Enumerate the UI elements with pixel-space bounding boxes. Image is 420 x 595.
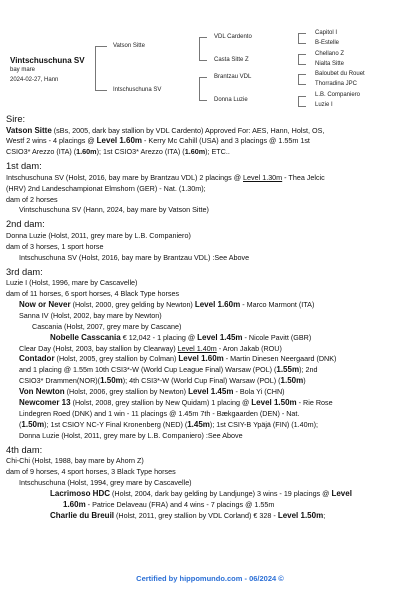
level-badge: Level 1.50m (277, 510, 324, 520)
level-badge: Level 1.60m (178, 354, 224, 364)
dam1-line-2: (HRV) 2nd Landeschampionat Elmshorn (GER) - Nat. (1.30m); (6, 183, 206, 193)
pedigree-ss[interactable]: VDL Cardento (214, 34, 252, 40)
dam3-line-2: dam of 11 horses, 6 sport horses, 4 Black Type horses (6, 288, 180, 298)
pedigree-ddd[interactable]: Luzie I (315, 102, 333, 108)
sire-line-2 (6, 136, 416, 147)
height-bold: 1.50m (280, 376, 304, 386)
horse-name: Vintschuschuna SV (10, 56, 85, 65)
text-span: (Holst, 2005, grey stallion by Colman) (54, 354, 179, 364)
horse-birth-info: 2024-02-27, Hann (10, 77, 59, 83)
pedigree-ds[interactable]: Brantzau VDL (214, 74, 252, 80)
dam4-heading: 4th dam: (6, 444, 43, 455)
pedigree-dds[interactable]: L.B. Companiero (315, 92, 361, 98)
height-bold: 1.55m (276, 365, 300, 375)
dam2-heading: 2nd dam: (6, 219, 45, 230)
bracket-line (298, 74, 306, 75)
text-span: ); 4th CSI3*-W (World Cup Final) Warsaw (POL) ( (122, 376, 281, 386)
newcomer-line-2: Lindegren Roed (DNK) and 1 win - 11 placings @ 1.45m 7th - Bækgaarden (DEN) - Nat. (19, 408, 300, 418)
horse-sex-colour: bay mare (10, 67, 36, 73)
offspring-sanna: Sanna IV (Holst, 2002, bay mare by Newton) (19, 310, 162, 320)
text-span: - Patrice Delaveau (FRA) and 4 wins - 7 placings @ 1.55m (85, 499, 275, 509)
offspring-von-newton (6, 387, 416, 398)
bracket-line (298, 96, 306, 97)
pedigree-ssd[interactable]: B-Estelle (315, 40, 340, 46)
horse-link[interactable]: Contador (19, 354, 55, 364)
sire-line-1 (6, 126, 416, 137)
bracket-line (199, 37, 200, 61)
text-span: ( (19, 419, 22, 429)
offspring-lacrimoso (6, 489, 416, 500)
bracket-line (298, 106, 306, 107)
text-span: (Holst, 2000, grey gelding by Newton) (70, 299, 195, 309)
level-badge: Level 1.50m (251, 398, 297, 408)
offspring-donna-luzie: Donna Luzie (Holst, 2011, grey mare by L.B. Companiero) :See Above (19, 430, 243, 440)
text-span: (Holst, 2008, grey stallion by New Quidam) 1 placing @ (70, 398, 252, 408)
dam1-line-3: dam of 2 horses (6, 194, 58, 204)
horse-link[interactable]: Von Newton (19, 387, 65, 397)
text-span: Westf 2 wins - 4 placings @ (6, 136, 97, 146)
bracket-line (298, 64, 306, 65)
horse-link[interactable]: Lacrimoso HDC (50, 488, 111, 498)
level-underlined: Level 1.40m (177, 343, 217, 353)
level-badge: Level 1.45m (188, 387, 234, 397)
text-span: ); 1st CSIY-B Ypäjä (FIN) (1.40m); (209, 419, 319, 429)
pedigree-dam[interactable]: Intschuschuna SV (113, 87, 162, 93)
text-span: ) (303, 376, 306, 386)
text-span: (Holst, 2004, dark bay gelding by Landjunge) 3 wins - 19 placings @ (110, 488, 332, 498)
level-badge: Level 1.45m (197, 332, 243, 342)
offspring-charlie-du-breuil (6, 511, 416, 522)
bracket-line (298, 33, 306, 34)
pedigree-report (6, 111, 416, 522)
pedigree-sss[interactable]: Capitol I (315, 30, 338, 36)
text-span: CSIO3* Drammen(NOR)( (19, 376, 101, 386)
bracket-line (199, 100, 207, 101)
dam2-line-1: Donna Luzie (Holst, 2011, grey mare by L.B. Companiero) (6, 230, 191, 240)
pedigree-sire[interactable]: Vatson Sitte (113, 43, 145, 49)
level-badge: Level 1.60m (96, 136, 143, 146)
dam1-heading: 1st dam: (6, 161, 42, 172)
text-span: - Aron Jakab (ROU) (216, 343, 282, 353)
lacrimoso-line-2 (6, 500, 416, 511)
sire-line-3 (6, 147, 416, 158)
height-bold: 1.60m (184, 147, 206, 157)
dam3-heading: 3rd dam: (6, 266, 43, 277)
pedigree-sds[interactable]: Chellano Z (315, 51, 345, 57)
offspring-intschuschuna: Intschuschuna (Holst, 1994, grey mare by Cascavelle) (19, 477, 192, 487)
offspring-cascania: Cascania (Holst, 2007, grey mare by Cascane) (32, 321, 182, 331)
bracket-line (95, 46, 107, 47)
text-span: Intschuschuna SV (Holst, 2016, bay mare by Brantzau VDL) 2 placings @ (6, 172, 244, 182)
bracket-line (199, 60, 207, 61)
text-span: ); 2nd (299, 365, 318, 375)
horse-link[interactable]: Newcomer 13 (19, 398, 71, 408)
dam2-line-2: dam of 3 horses, 1 sport horse (6, 241, 104, 251)
text-span: and 1 placing @ 1.55m 10th CSI3*-W (World Cup League Final) Warsaw (POL) ( (19, 365, 277, 375)
bracket-line (95, 90, 107, 91)
sire-details: (sBs, 2005, dark bay stallion by VDL Cardento) Approved For: AES, Hann, Holst, OS, (51, 125, 325, 135)
text-span: ; (323, 510, 326, 520)
text-span: CSIO3* Arezzo (ITA) ( (6, 147, 77, 157)
pedigree-dd[interactable]: Donna Luzie (214, 97, 248, 103)
text-span: (Holst, 2011, grey stallion by VDL Corland) € 328 - (114, 510, 278, 520)
text-span: - Rie Rose (296, 398, 333, 408)
level-underlined: Level 1.30m (243, 172, 283, 182)
text-span: ); 1st CSIOY NC-Y Final Kronenberg (NED) ( (44, 419, 188, 429)
offspring-nobelle (6, 333, 416, 344)
dam2-offspring: Intschuschuna SV (Holst, 2016, bay mare by Brantzau VDL) :See Above (19, 252, 250, 262)
bracket-line (95, 46, 96, 91)
pedigree-sdd[interactable]: Nialta Sitte (315, 61, 345, 67)
dam4-line-1: Chi-Chi (Holst, 1988, bay mare by Ahorn Z) (6, 456, 144, 466)
text-span: € 12,042 - 1 placing @ (120, 332, 198, 342)
bracket-line (199, 77, 207, 78)
newcomer-line-3 (6, 420, 416, 431)
offspring-clear-day (6, 344, 416, 355)
level-badge: 1.60m (63, 499, 86, 509)
bracket-line (298, 43, 306, 44)
offspring-newcomer-13 (6, 398, 416, 409)
pedigree-dss[interactable]: Baloubet du Rouet (315, 71, 365, 77)
text-span: (Holst, 2006, grey stallion by Newton) (64, 387, 189, 397)
height-bold: 1.50m (100, 376, 123, 386)
pedigree-dsd[interactable]: Thorradina JPC (315, 81, 358, 87)
text-span: ); 1st CSIO3* Arezzo (ITA) ( (96, 147, 185, 157)
text-span: - Nicole Pavitt (GBR) (242, 332, 312, 342)
bracket-line (298, 84, 306, 85)
text-span: - Bola Yi (CHN) (233, 387, 285, 397)
dam1-offspring: Vintschuschuna SV (Hann, 2024, bay mare by Vatson Sitte) (19, 205, 209, 215)
height-bold: 1.50m (21, 419, 45, 429)
dam3-line-1: Luzie I (Holst, 1996, mare by Cascavelle) (6, 278, 138, 288)
pedigree-sd[interactable]: Casta Sitte Z (214, 57, 249, 63)
text-span: - Marco Marmont (ITA) (240, 299, 315, 309)
text-span: - Martin Dinesen Neergaard (DNK) (223, 354, 337, 364)
dam1-line-1 (6, 173, 416, 184)
offspring-contador (6, 354, 416, 365)
horse-link[interactable]: Now or Never (19, 299, 71, 309)
height-bold: 1.45m (187, 419, 210, 429)
sire-name[interactable]: Vatson Sitte (6, 125, 52, 135)
horse-link[interactable]: Charlie du Breuil (50, 510, 115, 520)
horse-link[interactable]: Nobelle Casscania (50, 332, 121, 342)
bracket-line (199, 77, 200, 101)
contador-line-2 (6, 365, 416, 376)
bracket-line (298, 54, 306, 55)
dam4-line-2: dam of 9 horses, 4 sport horses, 3 Black Type horses (6, 467, 176, 477)
contador-line-3 (6, 376, 416, 387)
height-bold: 1.60m (76, 147, 97, 157)
offspring-now-or-never (6, 300, 416, 311)
level-badge: Level 1.60m (194, 299, 241, 309)
pedigree-tree (0, 0, 420, 110)
text-span: - Thea Jelcic (282, 172, 325, 182)
text-span: ); ETC.. (205, 147, 230, 157)
bracket-line (199, 37, 207, 38)
sire-heading: Sire: (6, 114, 26, 124)
certification-footer[interactable]: Certified by hippomundo.com - 06/2024 © (136, 574, 284, 583)
text-span: - Kerry Mc Cahill (USA) and 3 placings @ 1.55m 1st (142, 136, 310, 146)
text-span: Clear Day (Holst, 2003, bay stallion by Clearway) (19, 343, 178, 353)
level-badge: Level (331, 488, 352, 498)
